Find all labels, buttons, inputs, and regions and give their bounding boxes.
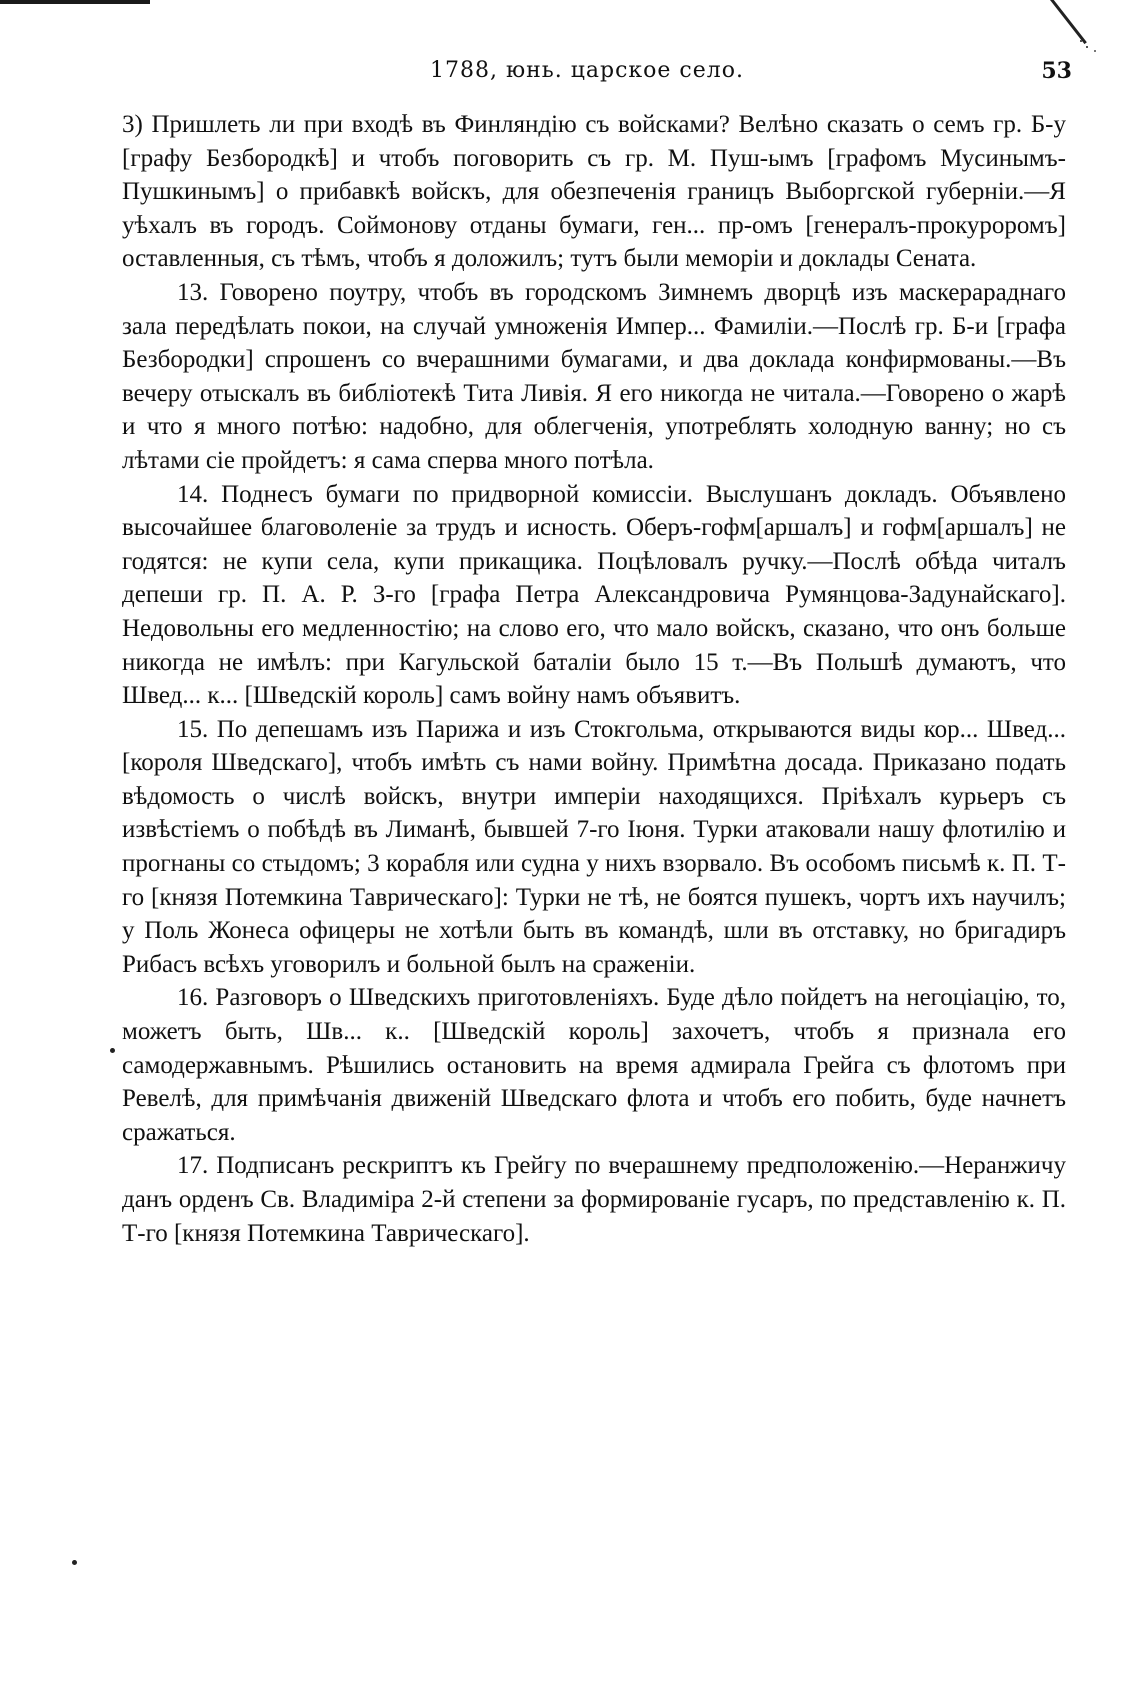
body-text — [122, 108, 1066, 1250]
paragraph-entry-14: 14. Поднесъ бумаги по придворной комиссіи. Выслушанъ докладъ. Объявлено высочайшее благоволеніе за трудъ и исность. Оберъ-гофм[аршалъ] и гофм[аршалъ] не годятся: не купи села, купи прикащика. Поцѣловалъ ручку.—Послѣ обѣда читалъ депеши гр. П. А. Р. З-го [графа Петра Александровича Румянцова-Задунайскаго]. Недовольны его медленностію; на слово его, что мало войскъ, сказано, что онъ больше никогда не имѣлъ: при Кагульской баталіи было 15 т.—Въ Польшѣ думаютъ, что Швед... к... [Шведскій король] самъ войну намъ объявитъ. — [122, 480, 1066, 710]
margin-speck — [72, 1560, 77, 1565]
scan-corner-stroke — [1050, 0, 1087, 44]
paragraph-entry-17: 17. Подписанъ рескриптъ къ Грейгу по вчерашнему предположенію.—Неранжичу данъ орденъ Св. Владиміра 2-й степени за формированіе гусаръ, по представленію к. П. Т-го [князя Потемкина Таврическаго]. — [122, 1152, 1066, 1247]
paragraph-entry-16: 16. Разговоръ о Шведскихъ приготовленіяхъ. Буде дѣло пойдетъ на негоціацію, то, можетъ быть, Шв... к.. [Шведскій король] захочетъ, чтобъ я признала его самодержавнымъ. Рѣшились остановить на время адмирала Грейга съ флотомъ при Ревелѣ, для примѣчанія движеній Шведскаго флота и чтобъ его побить, буде начнетъ сражаться. — [122, 984, 1066, 1146]
running-head — [118, 58, 1072, 94]
scan-edge-mark — [0, 0, 150, 4]
paragraph-entry-13: 13. Говорено поутру, чтобъ въ городскомъ Зимнемъ дворцѣ изъ маскерараднаго зала передѣлать покои, на случай умноженія Импер... Фамиліи.—Послѣ гр. Б-и [графа Безбородки] спрошенъ со вчерашними бумагами, и два доклада конфирмованы.—Въ вечеру отыскалъ въ библіотекѣ Тита Ливія. Я его никогда не читала.—Говорено о жарѣ и что я много потѣю: надобно, для облегченія, употреблять холодную ванну; но съ лѣтами сіе пройдетъ: я сама сперва много потѣла. — [122, 278, 1066, 474]
running-head-title: 1788, юнь. царское село. — [430, 58, 744, 83]
paragraph-entry-3: 3) Пришлеть ли при входѣ въ Финляндію съ войсками? Велѣно сказать о семъ гр. Б-у [графу Безбородкѣ] и чтобъ поговорить съ гр. М. Пуш-ымъ [графомъ Мусинымъ-Пушкинымъ] о прибавкѣ войскъ, для обезпеченія границъ Выборгской губерніи.—Я уѣхалъ въ городъ. Соймонову отданы бумаги, ген... пр-омъ [генералъ-прокуроромъ] оставленныя, съ тѣмъ, чтобъ я доложилъ; тутъ были меморіи и доклады Сената. — [122, 111, 1066, 273]
scan-specks — [1080, 40, 1082, 42]
page-number: 53 — [1041, 58, 1072, 84]
paragraph-entry-15: 15. По депешамъ изъ Парижа и изъ Стокгольма, открываются виды кор... Швед... [короля Шведскаго], чтобъ имѣть съ нами войну. Примѣтна досада. Приказано подать вѣдомость о числѣ войскъ, внутри имперіи находящихся. Пріѣхалъ курьеръ съ извѣстіемъ о побѣдѣ въ Лиманѣ, бывшей 7-го Іюня. Турки атаковали нашу флотилію и прогнаны со стыдомъ; 3 корабля или судна у нихъ взорвало. Въ особомъ письмѣ к. П. Т-го [князя Потемкина Таврическаго]: Турки не тѣ, не боятся пушекъ, чортъ ихъ научилъ; у Поль Жонеса офицеры не хотѣли быть въ командѣ, шли въ отставку, но бригадиръ Рибасъ всѣхъ уговорилъ и больной былъ на сраженіи. — [122, 715, 1066, 978]
margin-speck — [110, 1048, 115, 1053]
